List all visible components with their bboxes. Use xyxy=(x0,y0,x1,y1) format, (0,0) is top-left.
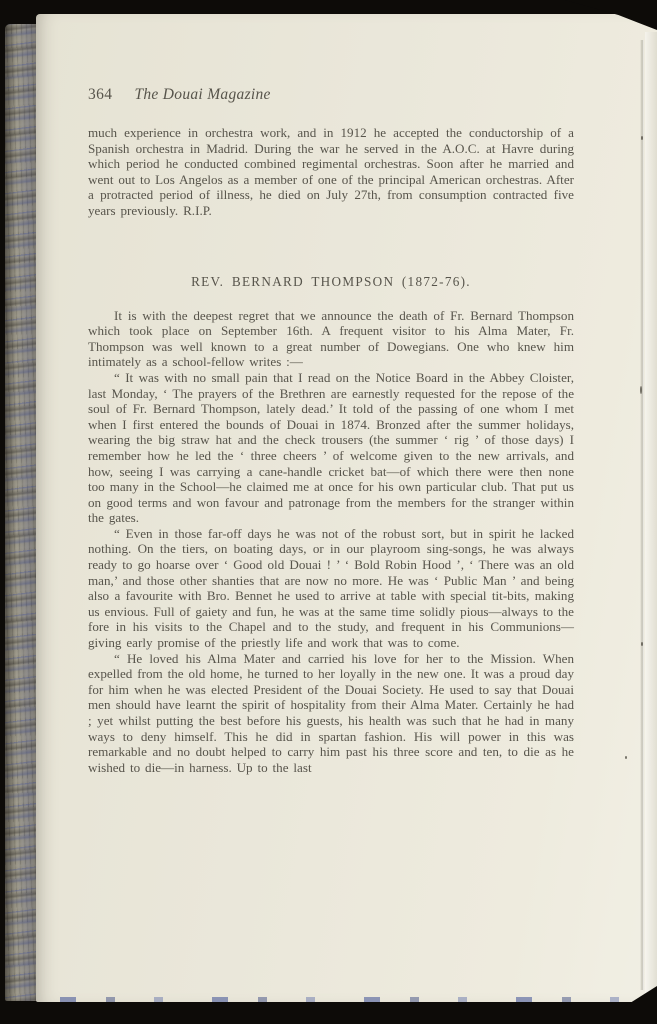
running-title: The Douai Magazine xyxy=(134,86,271,103)
body-paragraph: “ He loved his Alma Mater and carried his love for her to the Mission. When expelled from the old home, he turned to her loyally in the new one. It was a proud day for him when he was elected President of the Douai Society. He used to say that Douai men should have learnt the spirit of hospitality from their Alma Mater. Certainly he had ; yet whilst putting the best before his guests, his health was such that he had in many ways to deny himself. This he did in spartan fashion. His will power in this was remarkable and no doubt helped to carry him past his three score and ten, to die as he wished to die—in harness. Up to the last xyxy=(88,650,574,775)
marbled-bottom-edge xyxy=(60,997,623,1002)
book-fore-edge-stack xyxy=(5,24,38,1001)
body-paragraph: It is with the deepest regret that we announce the death of Fr. Bernard Thompson which took place on September 16th. A frequent visitor to his Alma Mater, Fr. Thompson was well known to a great number of Dowegians. One who knew him intimately as a school-fellow writes :— xyxy=(88,307,574,370)
paper-speck xyxy=(641,642,643,646)
page-crease xyxy=(640,40,644,990)
book-page xyxy=(36,14,657,1002)
page-number: 364 xyxy=(88,86,113,103)
page-right-edge xyxy=(645,32,657,996)
page-text-column xyxy=(88,14,574,775)
section-heading: REV. BERNARD THOMPSON (1872-76). xyxy=(191,273,471,289)
paper-speck xyxy=(641,136,643,140)
paper-speck xyxy=(640,386,642,394)
body-paragraph: “ It was with no small pain that I read on the Notice Board in the Abbey Cloister, last Monday, ‘ The prayers of the Brethren are earnestly requested for the repose of the soul of Fr. Bernard Thompson, lately dead.’ It told of the passing of one whom I met when I first entered the bounds of Douai in 1874. Bronzed after the summer holidays, wearing the big straw hat and the check trousers (the summer ‘ rig ’ of those days) I remember how he led the ‘ three cheers ’ of welcome given to the new arrivals, and how, seeing I was carrying a cane-handle cricket bat—of which there were then none too many in the School—he claimed me at once for his own particular club. That put us on good terms and won favour and patronage from the members for the stranger within the gates. xyxy=(88,369,574,526)
obituary-continuation-paragraph: much experience in orchestra work, and in 1912 he accepted the conductorship of a Spanish orchestra in Madrid. During the war he served in the A.O.C. at Havre during which period he conducted combined regimental orchestras. Soon after he married and went out to Los Angelos as a member of one of the principal American orchestras. After a protracted period of illness, he died on July 27th, from consumption contracted five years previously. R.I.P. xyxy=(88,125,574,218)
running-header xyxy=(88,14,574,104)
body-paragraph: “ Even in those far-off days he was not of the robust sort, but in spirit he lacked nothing. On the tiers, on boating days, or in our playroom sing-songs, he was always ready to go hoarse over ‘ Good old Douai ! ’ ‘ Bold Robin Hood ’, ‘ There was an old man,’ and those other shanties that are now no more. He was ‘ Public Man ’ and being also a favourite with Bro. Bennet he used to arrive at table with special tit-bits, making us envious. Full of gaiety and fun, he was at the same time solidly pious—always to the fore in his visits to the Chapel and to the study, and frequent in his Communions—giving early promise of the priestly life and work that was to come. xyxy=(88,525,574,651)
paper-speck xyxy=(625,756,627,759)
